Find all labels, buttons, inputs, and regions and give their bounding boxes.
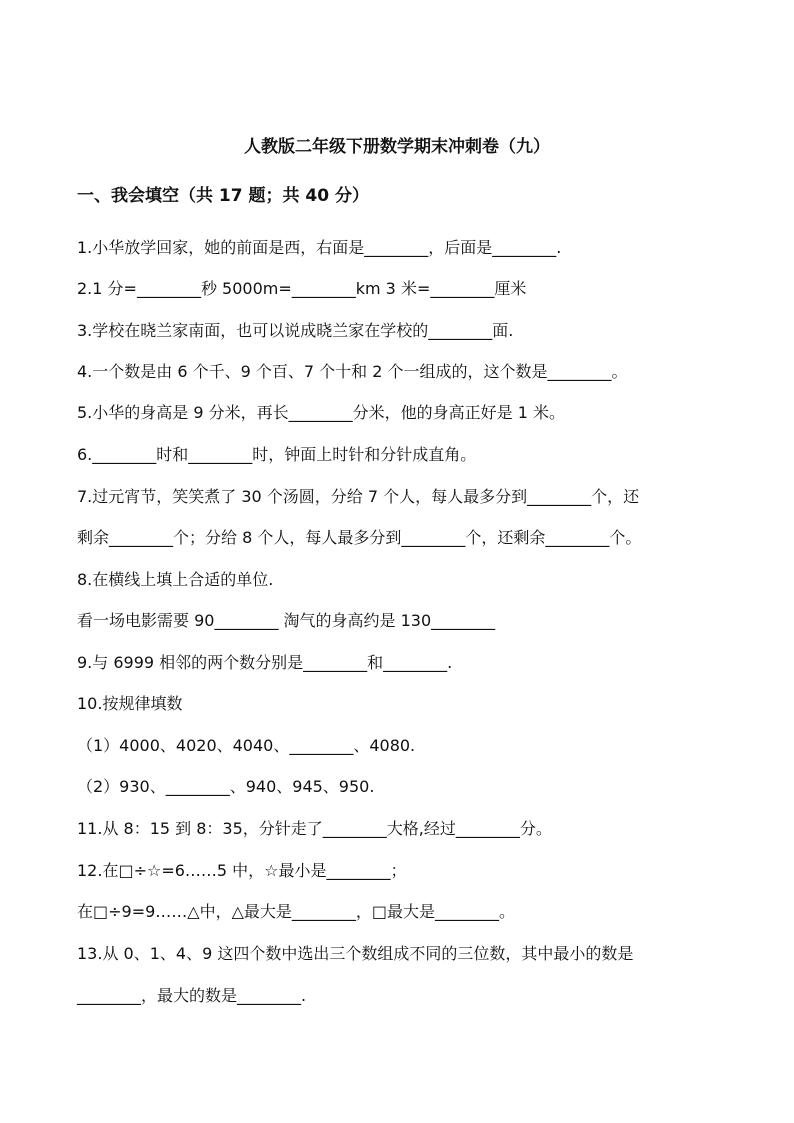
question-13-line-1: 13.从 0、1、4、9 这四个数中选出三个数组成不同的三位数，其中最小的数是 xyxy=(77,944,634,963)
question-6: 6.________时和________时，钟面上时针和分针成直角。 xyxy=(77,445,477,464)
question-5: 5.小华的身高是 9 分米，再长________分米，他的身高正好是 1 米。 xyxy=(77,403,565,422)
question-9: 9.与 6999 相邻的两个数分别是________和________. xyxy=(77,653,453,672)
question-11: 11.从 8：15 到 8：35，分针走了________大格,经过________分。 xyxy=(77,819,552,838)
question-4: 4.一个数是由 6 个千、9 个百、7 个十和 2 个一组成的，这个数是________。 xyxy=(77,362,628,381)
question-12-line-1: 12.在□÷☆=6……5 中，☆最小是________； xyxy=(77,861,407,880)
section-heading: 一、我会填空（共 17 题；共 40 分） xyxy=(77,186,369,206)
question-8: 8.在横线上填上合适的单位. xyxy=(77,570,274,589)
question-10-part-1: （1）4000、4020、4040、________、4080. xyxy=(77,736,416,755)
question-13-line-2: ________，最大的数是________. xyxy=(77,986,307,1005)
question-3: 3.学校在晓兰家南面，也可以说成晓兰家在学校的________面. xyxy=(77,321,514,340)
question-10: 10.按规律填数 xyxy=(77,694,183,713)
question-2: 2.1 分=________秒 5000m=________km 3 米=________厘米 xyxy=(77,279,527,298)
question-7-line-1: 7.过元宵节，笑笑煮了 30 个汤圆，分给 7 个人，每人最多分到________个，还 xyxy=(77,487,640,506)
question-7-line-2: 剩余________个；分给 8 个人，每人最多分到________个，还剩余________个。 xyxy=(77,528,642,547)
exam-title: 人教版二年级下册数学期末冲刺卷（九） xyxy=(244,137,550,157)
question-1: 1.小华放学回家，她的前面是西，右面是________，后面是________. xyxy=(77,238,562,257)
question-10-part-2: （2）930、________、940、945、950. xyxy=(77,777,375,796)
question-8-items: 看一场电影需要 90________ 淘气的身高约是 130________ xyxy=(77,611,496,630)
question-12-line-2: 在□÷9=9……△中，△最大是________，□最大是________。 xyxy=(77,902,516,921)
